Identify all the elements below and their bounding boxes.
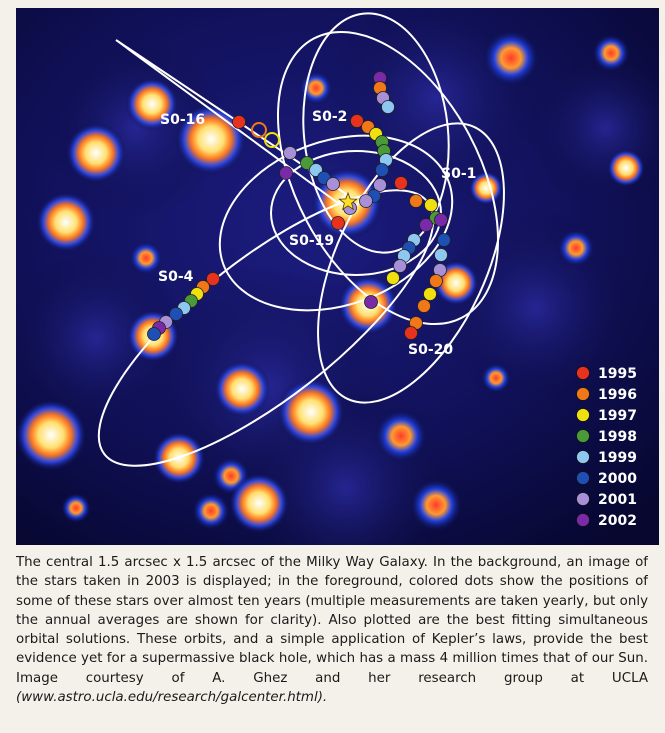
legend-swatch-1995 xyxy=(577,367,590,380)
legend-swatch-1996 xyxy=(577,388,590,401)
background-star xyxy=(61,493,91,523)
legend-label-1996: 1996 xyxy=(598,387,637,403)
star-label-s019: S0-19 xyxy=(289,233,335,249)
s0-16-dot xyxy=(280,167,293,180)
background-star xyxy=(374,409,427,462)
legend-label-2001: 2001 xyxy=(598,492,637,508)
s0-1-dot xyxy=(410,195,423,208)
s0-16-dot xyxy=(327,178,340,191)
s0-1-dot xyxy=(387,272,400,285)
caption-text: The central 1.5 arcsec x 1.5 arcsec of the Milky Way Galaxy. In the background, an image of the stars taken in 2003 is displayed; in the foreground, colored dots show the positions of some of these stars over almost ten years (multiple measurements are taken yearly, but only the annual averages are shown for clarity). Also plotted are the best fitting simultaneous orbital solutions. These orbits, and a simple application of Kepler’s laws, provide the best evidence yet for a supermassive black hole, which has a mass 4 million times that of our Sun. Image courtesy of A. Ghez and her research group at UCLA xyxy=(16,555,648,686)
star-label-s04: S0-4 xyxy=(158,269,194,285)
background-star xyxy=(409,478,462,531)
background-star xyxy=(483,30,540,87)
legend-label-1995: 1995 xyxy=(598,366,637,382)
s0-20-dot xyxy=(435,214,448,227)
star-label-s020: S0-20 xyxy=(408,342,454,358)
s0-2-dot xyxy=(382,101,395,114)
background-star xyxy=(66,123,127,184)
figure-caption xyxy=(16,553,648,728)
s0-19-dot xyxy=(332,217,345,230)
s0-20-dot xyxy=(430,275,443,288)
s0-20-dot xyxy=(435,249,448,262)
s0-16-dot xyxy=(284,147,297,160)
star-label-s016: S0-16 xyxy=(160,112,206,128)
legend-label-1998: 1998 xyxy=(598,429,637,445)
caption-url: (www.astro.ucla.edu/research/galcenter.html). xyxy=(16,690,328,706)
star-label-s01: S0-1 xyxy=(441,166,477,182)
s0-1-dot xyxy=(420,219,433,232)
s0-19-dot xyxy=(360,195,373,208)
legend-label-1997: 1997 xyxy=(598,408,637,424)
s0-20-dot xyxy=(405,327,418,340)
s0-20-dot xyxy=(424,288,437,301)
legend-label-2000: 2000 xyxy=(598,471,637,487)
legend-swatch-1999 xyxy=(577,451,590,464)
legend-label-1999: 1999 xyxy=(598,450,637,466)
galactic-center-figure xyxy=(16,8,659,545)
background-star xyxy=(36,192,97,253)
s0-16-dot xyxy=(233,116,246,129)
background-star xyxy=(214,361,271,418)
background-star xyxy=(592,34,630,72)
star-label-s02: S0-2 xyxy=(312,109,348,125)
s0-2-dot xyxy=(376,164,389,177)
background-star xyxy=(481,363,511,393)
s0-4-dot xyxy=(148,328,161,341)
legend-swatch-2000 xyxy=(577,472,590,485)
legend-swatch-2002 xyxy=(577,514,590,527)
s0-1-dot xyxy=(425,199,438,212)
background-star xyxy=(607,149,645,187)
s0-20-dot xyxy=(418,300,431,313)
legend-swatch-1998 xyxy=(577,430,590,443)
background-star xyxy=(192,492,230,530)
legend-swatch-2001 xyxy=(577,493,590,506)
s0-1-dot xyxy=(394,260,407,273)
s0-1-dot xyxy=(395,177,408,190)
s0-20-dot xyxy=(365,296,378,309)
legend-swatch-1997 xyxy=(577,409,590,422)
legend-label-2002: 2002 xyxy=(598,513,637,529)
background-star xyxy=(16,399,87,471)
background-star xyxy=(229,473,290,534)
background-star xyxy=(557,229,595,267)
s0-20-dot xyxy=(438,234,451,247)
